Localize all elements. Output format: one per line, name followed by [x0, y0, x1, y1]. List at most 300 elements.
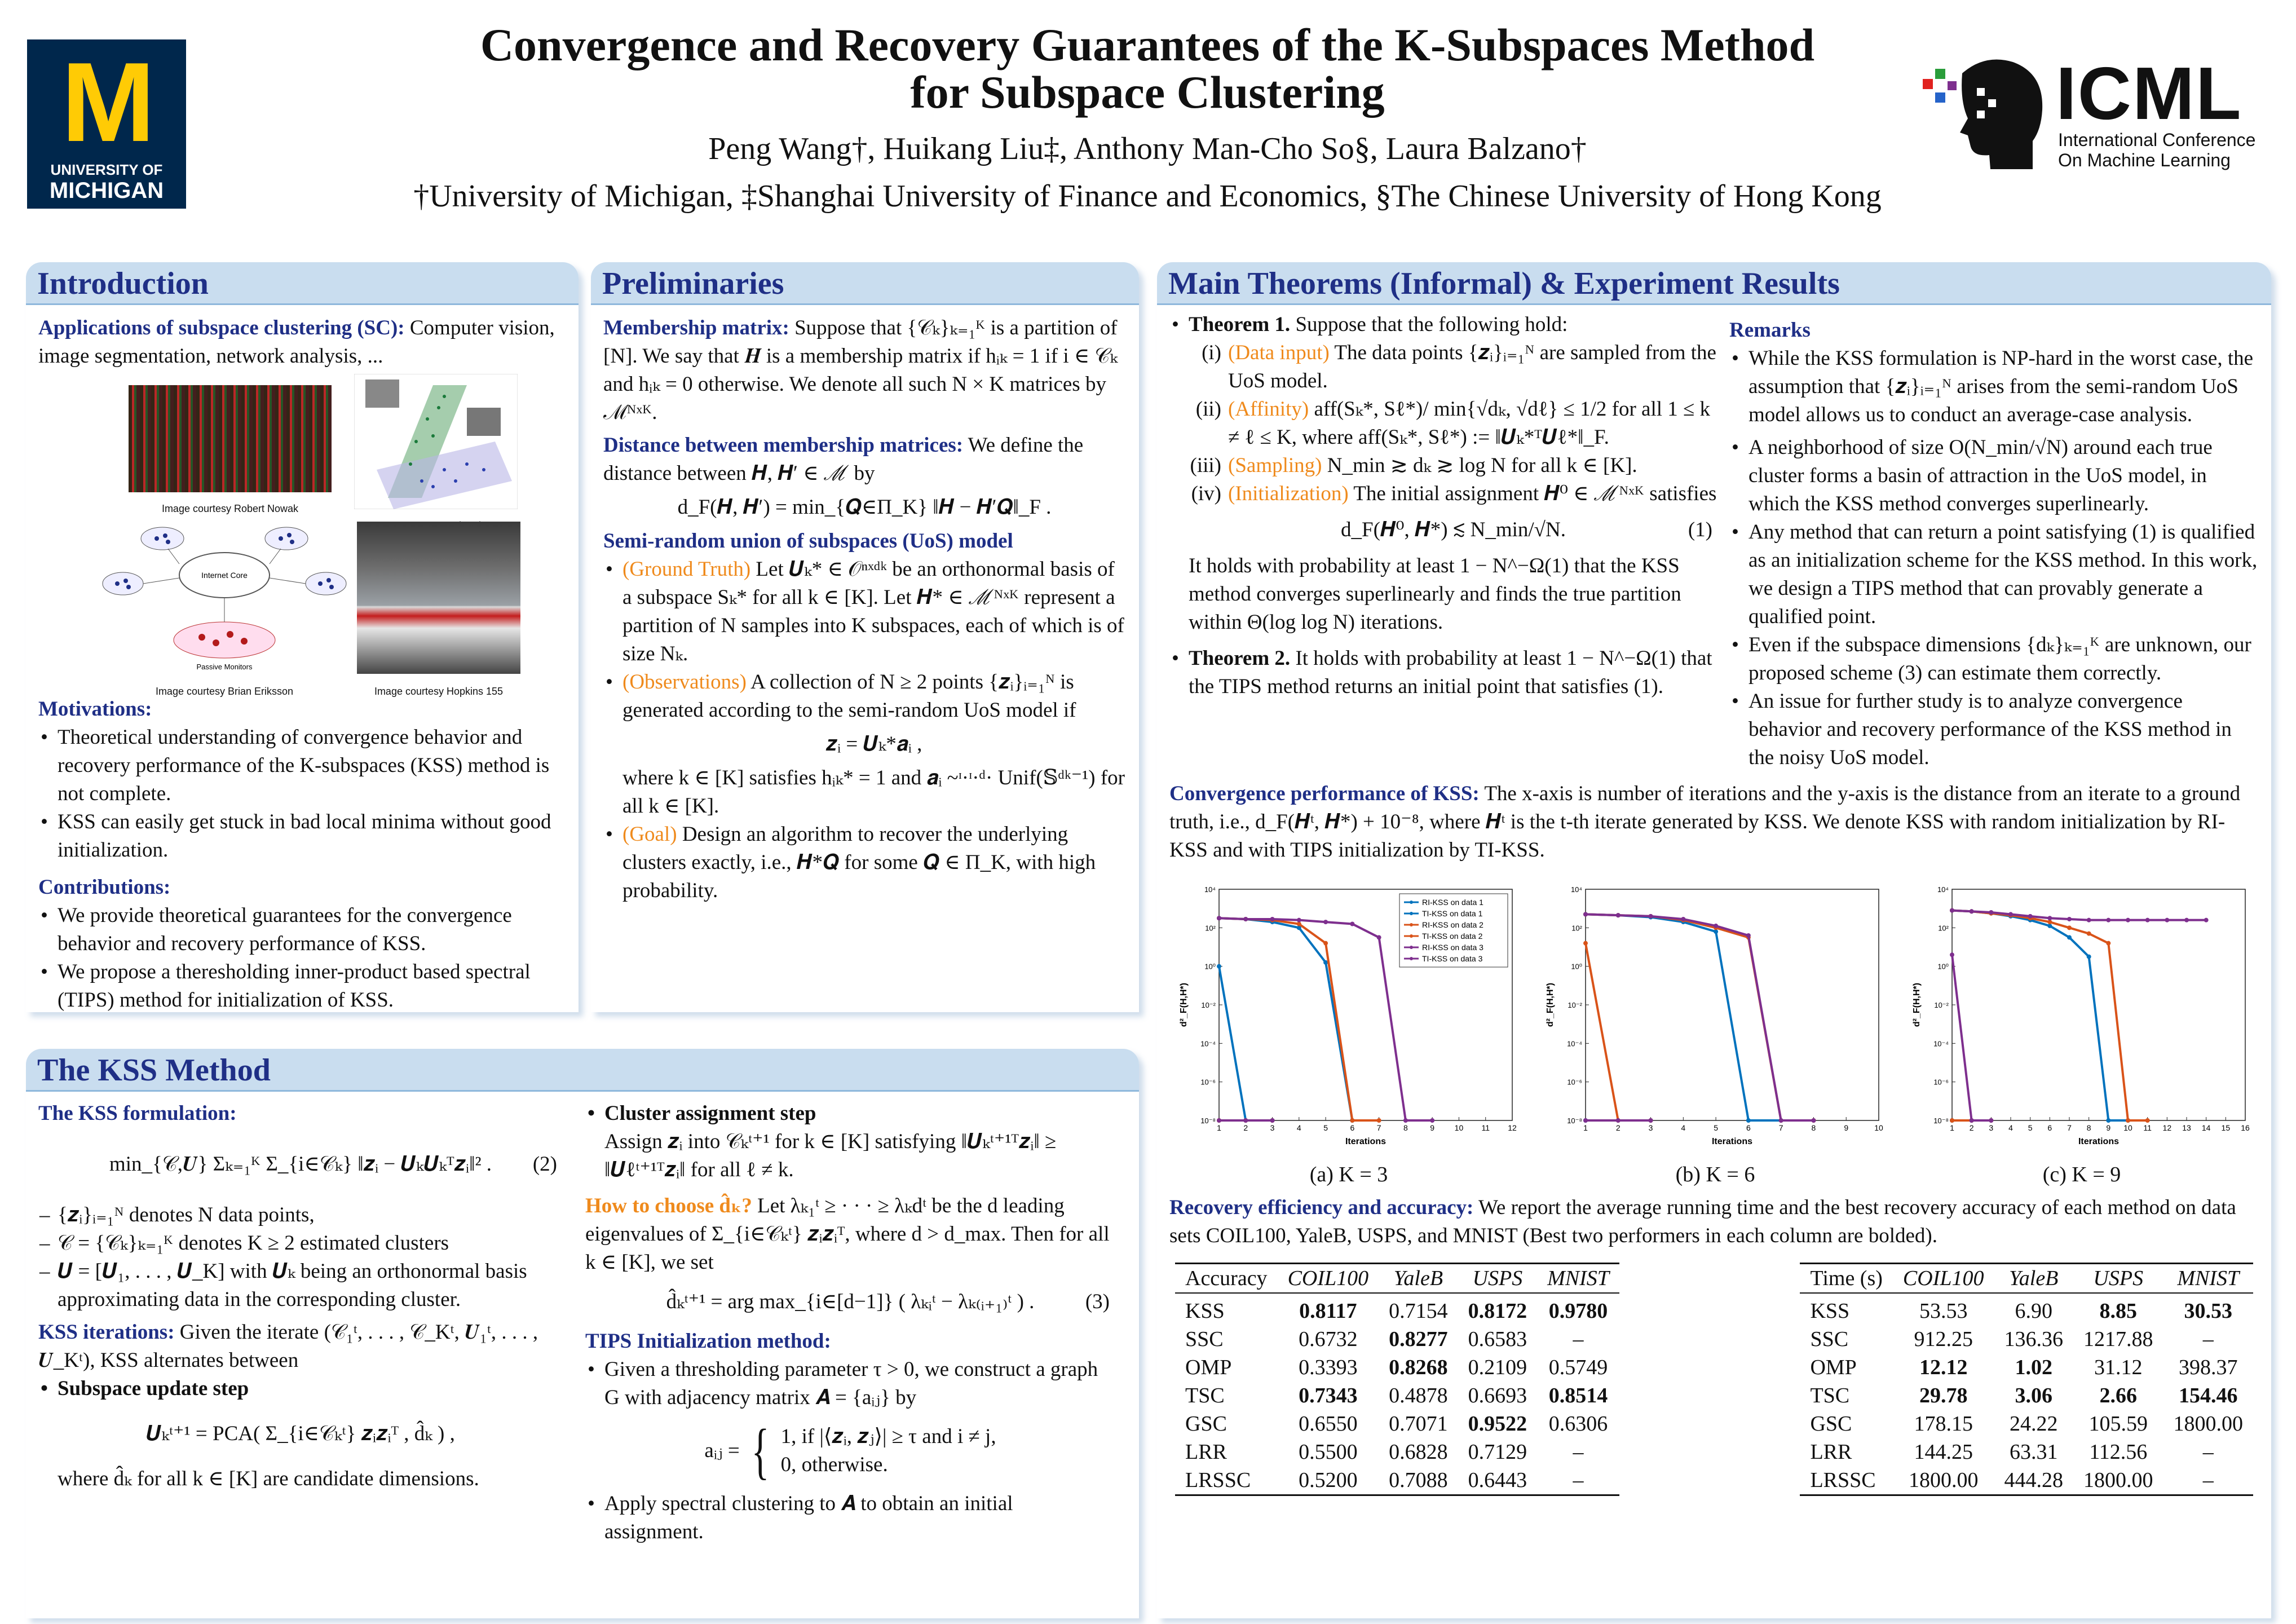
x-tick-label: 16 [2241, 1123, 2250, 1132]
y-tick-label: 10² [1571, 924, 1582, 933]
remarks-column [1725, 311, 2258, 772]
table-cell: 0.6443 [1458, 1466, 1538, 1495]
y-tick-label: 10⁻² [1934, 1001, 1949, 1009]
x-tick-label: 7 [1376, 1123, 1381, 1132]
kss-iterations-paragraph [38, 1318, 563, 1375]
table-row [1175, 1325, 1619, 1353]
x-tick-label: 8 [1403, 1123, 1408, 1132]
convergence-label: Convergence performance of KSS: [1169, 782, 1480, 805]
goal-label: (Goal) [622, 823, 677, 846]
x-tick-label: 8 [2086, 1123, 2091, 1132]
logo-block-m: M [61, 39, 152, 165]
y-tick-label: 10⁻⁴ [1200, 1039, 1216, 1048]
legend-label: TI-KSS on data 3 [1422, 954, 1483, 963]
y-tick-label: 10⁰ [1937, 962, 1949, 971]
data-point [2067, 917, 2072, 921]
table-cell: 1800.00 [2073, 1466, 2163, 1495]
x-tick-label: 15 [2221, 1123, 2231, 1132]
subspace-update-list [38, 1375, 563, 1403]
condition-text: aff(Sₖ*, Sℓ*)/ min{√dₖ, √dℓ} ≤ 1/2 for all 1 ≤ k ≠ ℓ ≤ K, where aff(Sₖ*, Sℓ*) := ‖𝑼ₖ*ᵀ𝑼ℓ*‖_F. [1228, 398, 1711, 449]
table-header-cell: USPS [2073, 1264, 2163, 1294]
list-item: • Even if the subspace dimensions {dₖ}ₖ₌₁ᴷ are unknown, our proposed scheme (3) can estimate them correctly. [1729, 631, 2258, 687]
theorem-1-text: Suppose that the following hold: [1290, 313, 1568, 336]
y-tick-label: 10⁰ [1204, 962, 1216, 971]
membership-matrix-paragraph [603, 314, 1125, 427]
table-row [1800, 1438, 2253, 1466]
condition-label: (Initialization) [1228, 482, 1349, 505]
kss-formulation-heading: The KSS formulation: [38, 1102, 237, 1125]
condition-number: (i) [1202, 341, 1221, 364]
table-cell: 2.66 [2099, 1384, 2137, 1407]
y-tick-label: 10⁻⁶ [1567, 1078, 1582, 1087]
x-tick-label: 14 [2201, 1123, 2211, 1132]
y-tick-label: 10⁴ [1937, 885, 1949, 894]
tips-adjacency-equation [585, 1416, 1115, 1485]
distance-label: Distance between membership matrices: [603, 434, 964, 457]
data-point [1649, 914, 1653, 919]
table-cell: 0.5749 [1548, 1356, 1608, 1379]
data-point [2087, 918, 2091, 923]
convergence-plot-k6 [1540, 878, 1890, 1194]
data-point [1583, 941, 1588, 946]
observations-equation: 𝒛ᵢ = 𝑼ₖ*𝒂ᵢ , [825, 732, 922, 756]
left-brace: { [751, 1416, 770, 1485]
ground-truth-text: Let 𝑼ₖ* ∈ 𝒪ⁿˣᵈᵏ be an orthonormal basis of a subspace Sₖ* for all k ∈ [K]. Let 𝑯* ∈ ℳᴺˣᴷ represent a partition of N samples into K subspaces, each of which is of size Nₖ. [622, 558, 1124, 665]
condition-number: (iv) [1191, 482, 1221, 505]
time-table [1800, 1263, 2253, 1496]
introduction-panel [26, 262, 579, 1012]
table-row [1800, 1382, 2253, 1410]
table-cell: 3.06 [2015, 1384, 2052, 1407]
table-cell: 0.8277 [1389, 1327, 1448, 1351]
list-item: – 𝑼 = [𝑼₁, . . . , 𝑼_K] with 𝑼ₖ being an orthonormal basis approximating data in the corresponding cluster. [38, 1257, 563, 1314]
recovery-label: Recovery efficiency and accuracy: [1169, 1196, 1474, 1219]
table-cell: 0.6693 [1468, 1384, 1527, 1407]
data-point [1270, 1118, 1275, 1123]
contributions-heading: Contributions: [38, 876, 171, 899]
applications-figure [38, 374, 565, 697]
tips-eq-case-1: 1, if |⟨𝒛ᵢ, 𝒛ⱼ⟩| ≥ τ and i ≠ j, [780, 1425, 996, 1448]
data-point [1243, 917, 1248, 921]
x-tick-label: 4 [1296, 1123, 1301, 1132]
plot-frame [1952, 889, 2245, 1120]
icml-subtitle-line-2: On Machine Learning [2058, 150, 2231, 170]
x-axis-label: Iterations [1711, 1137, 1753, 1146]
kss-definitions-list [38, 1201, 563, 1314]
data-point [1746, 1118, 1751, 1123]
data-point [1970, 1118, 1974, 1123]
x-tick-label: 2 [1615, 1123, 1621, 1132]
membership-matrix-text: Suppose that {𝒞ₖ}ₖ₌₁ᴷ is a partition of [N]. We say that 𝑯 is a membership matrix if hᵢₖ = 1 if i ∈ 𝒞ₖ and hᵢₖ = 0 otherwise. We denote all such N × K matrices by ℳᴺˣᴷ. [603, 316, 1118, 424]
table-cell: 444.28 [1994, 1466, 2074, 1495]
y-tick-label: 10⁻⁸ [1200, 1116, 1216, 1125]
theorem-1-conditions [1169, 339, 1718, 637]
y-axis-label: d²_F(H,H*) [1546, 982, 1555, 1027]
x-tick-label: 1 [1217, 1123, 1221, 1132]
y-tick-label: 10⁻² [1201, 1001, 1216, 1009]
y-tick-label: 10⁻² [1568, 1001, 1582, 1009]
table-header-cell: COIL100 [1893, 1264, 1994, 1294]
subspace-scatter-image [354, 374, 518, 509]
image-caption-3: Image courtesy Brian Eriksson [155, 686, 294, 697]
list-item: • An issue for further study is to analyze convergence behavior and recovery performance of the KSS method in the noisy UoS model. [1729, 687, 2258, 772]
title-line-2: for Subspace Clustering [910, 67, 1385, 118]
table-cell: – [2202, 1440, 2214, 1464]
table-cell: – [1573, 1327, 1584, 1351]
table-cell: 0.7343 [1299, 1384, 1358, 1407]
data-point [2106, 1118, 2110, 1123]
list-item: • While the KSS formulation is NP-hard in the worst case, the assumption that {𝒛ᵢ}ᵢ₌₁ᴺ arises from the semi-random UoS model allows us to conduct an average-case analysis. [1729, 345, 2258, 429]
results-tables [1157, 1250, 2271, 1496]
data-point [1746, 933, 1751, 938]
x-tick-label: 3 [1648, 1123, 1653, 1132]
data-point [1243, 1118, 1248, 1123]
kss-formulation-formula: min_{𝒞,𝑼} Σₖ₌₁ᴷ Σ_{i∈𝒞ₖ} ‖𝒛ᵢ − 𝑼ₖ𝑼ₖᵀ𝒛ᵢ‖² . [109, 1153, 492, 1176]
kss-left-column [38, 1100, 574, 1546]
data-point [2047, 916, 2052, 920]
table-cell: 0.6583 [1468, 1327, 1527, 1351]
list-item: • Any method that can return a point satisfying (1) is qualified as an initialization scheme for the KSS method. In this work, we design a TIPS method that can provably generate a qualified point. [1729, 518, 2258, 631]
icml-head-icon [1923, 56, 2052, 180]
table-row [1800, 1325, 2253, 1353]
y-tick-label: 10⁻⁶ [1200, 1078, 1216, 1087]
data-point [1350, 1118, 1354, 1123]
applications-paragraph [38, 314, 565, 370]
data-point [1649, 1118, 1653, 1123]
data-point [1950, 908, 1954, 913]
network-diagram-image [100, 522, 348, 674]
convergence-chart-k3 [1174, 878, 1524, 1154]
table-cell: LRSSC [1800, 1466, 1892, 1495]
main-theorems-panel [1157, 262, 2271, 1618]
x-tick-label: 12 [2162, 1123, 2172, 1132]
legend-label: TI-KSS on data 2 [1422, 932, 1483, 941]
list-item: • KSS can easily get stuck in bad local minima without good initialization. [38, 808, 565, 864]
table-row [1175, 1353, 1619, 1382]
tips-heading: TIPS Initialization method: [585, 1330, 831, 1353]
table-cell: 30.53 [2184, 1299, 2232, 1323]
legend-marker [1410, 923, 1413, 926]
data-point [1616, 913, 1621, 917]
table-cell: 178.15 [1914, 1412, 1973, 1436]
data-point [1583, 1118, 1588, 1123]
data-point [1811, 1118, 1816, 1123]
icml-logo [1923, 52, 2261, 180]
initialization-condition-formula: d_F(𝑯⁰, 𝑯*) ≲ N_min/√N. [1341, 518, 1566, 541]
y-axis-label: d²_F(H,H*) [1912, 982, 1922, 1027]
theorem-2-list [1169, 645, 1718, 701]
kss-iterations-label: KSS iterations: [38, 1321, 175, 1344]
theorems-column [1169, 311, 1725, 772]
table-cell: 0.7129 [1468, 1440, 1527, 1464]
table-cell: 1217.88 [2083, 1327, 2153, 1351]
data-point [1714, 924, 1718, 928]
condition-text: The initial assignment 𝑯⁰ ∈ ℳᴺˣᴷ satisfies [1348, 482, 1717, 505]
data-point [1970, 909, 1974, 914]
motivations-list [38, 723, 565, 864]
table-cell: 0.8514 [1548, 1384, 1608, 1407]
table-cell: 31.12 [2094, 1356, 2143, 1379]
remarks-list [1729, 345, 2258, 772]
distance-text: We define the distance between 𝑯, 𝑯′ ∈ ℳ by [603, 434, 1084, 485]
table-header-cell: YaleB [1994, 1264, 2074, 1294]
y-axis-label: d²_F(H,H*) [1179, 982, 1189, 1027]
x-tick-label: 9 [2106, 1123, 2111, 1132]
table-cell: 154.46 [2179, 1384, 2238, 1407]
kss-iterations-text: Given the iterate (𝒞₁ᵗ, . . . , 𝒞_Kᵗ, 𝑼₁ᵗ, . . . , 𝑼_Kᵗ), KSS alternates between [38, 1321, 538, 1372]
table-cell: 112.56 [2089, 1440, 2148, 1464]
data-point [1323, 920, 1328, 924]
applications-label: Applications of subspace clustering (SC): [38, 316, 405, 339]
distance-paragraph [603, 431, 1125, 488]
x-tick-label: 10 [1454, 1123, 1464, 1132]
legend-label: RI-KSS on data 3 [1422, 943, 1483, 952]
table-cell: 0.8172 [1468, 1299, 1527, 1323]
theorem-1 [1169, 311, 1718, 339]
table-cell: 136.36 [2004, 1327, 2063, 1351]
kss-method-heading: The KSS Method [26, 1049, 1139, 1092]
x-tick-label: 9 [1844, 1123, 1849, 1132]
data-point [2047, 924, 2052, 928]
remarks-heading: Remarks [1729, 319, 1811, 342]
table-header-cell: MNIST [2163, 1264, 2254, 1294]
table-cell: 0.6550 [1299, 1412, 1358, 1436]
x-tick-label: 7 [1778, 1123, 1783, 1132]
poster-header [0, 0, 2296, 248]
equation-number: (3) [1085, 1290, 1110, 1313]
cluster-assignment-heading: • Cluster assignment step [585, 1100, 1115, 1128]
data-point [2126, 918, 2130, 923]
legend-marker [1410, 957, 1413, 960]
legend-label: RI-KSS on data 1 [1422, 898, 1483, 907]
data-point [2204, 918, 2209, 923]
data-point [2067, 935, 2072, 939]
table-cell: 0.8268 [1389, 1356, 1448, 1379]
tips-eq-case-2: 0, otherwise. [780, 1453, 888, 1476]
choose-dimension-label: How to choose d̂ₖ? [585, 1194, 752, 1217]
table-cell: KSS [1810, 1299, 1850, 1323]
kss-right-column [574, 1100, 1115, 1546]
x-tick-label: 6 [1350, 1123, 1355, 1132]
convergence-chart-k6 [1540, 878, 1890, 1154]
theorem-2-text: It holds with probability at least 1 − N^−Ω(1) that the TIPS method returns an initial point that satisfies (1). [1189, 647, 1712, 698]
motivations-heading: Motivations: [38, 698, 152, 721]
table-header-cell: COIL100 [1278, 1264, 1379, 1294]
convergence-plot-k3 [1174, 878, 1524, 1194]
icml-subtitle [2058, 130, 2255, 170]
x-tick-label: 6 [1746, 1123, 1751, 1132]
list-item: • Apply spectral clustering to 𝑨 to obtain an initial assignment. [585, 1490, 1115, 1546]
icml-wordmark: ICML [2056, 52, 2242, 135]
subspace-update-text: where d̂ₖ for all k ∈ [K] are candidate dimensions. [58, 1467, 479, 1490]
table-cell: LRR [1810, 1440, 1852, 1464]
data-point [1714, 929, 1718, 934]
subspace-update-heading: • Subspace update step [38, 1375, 563, 1403]
table-cell: 0.7154 [1389, 1299, 1448, 1323]
logo-line-1: UNIVERSITY OF [50, 161, 163, 178]
convergence-paragraph [1157, 772, 2271, 864]
data-point [2047, 920, 2052, 924]
uos-model-heading: Semi-random union of subspaces (UoS) model [603, 529, 1013, 553]
table-row [1175, 1466, 1619, 1495]
y-tick-label: 10⁻⁴ [1567, 1039, 1582, 1048]
legend-marker [1410, 901, 1413, 904]
observations-text-2: where k ∈ [K] satisfies hᵢₖ* = 1 and 𝒂ᵢ ~ᶦ·ᶦ·ᵈ· Unif(𝕊ᵈᵏ⁻¹) for all k ∈ [K]. [622, 766, 1125, 818]
condition-text: N_min ≳ dₖ ≳ log N for all k ∈ [K]. [1322, 454, 1637, 477]
x-tick-label: 3 [1989, 1123, 1994, 1132]
table-cell: KSS [1185, 1299, 1225, 1323]
y-tick-label: 10⁻⁶ [1933, 1078, 1949, 1087]
data-point [1297, 922, 1301, 926]
membership-matrix-label: Membership matrix: [603, 316, 789, 339]
data-point [2008, 912, 2013, 916]
cluster-assignment-text: Assign 𝒛ᵢ into 𝒞ₖᵗ⁺¹ for k ∈ [K] satisfying ‖𝑼ₖᵗ⁺¹ᵀ𝒛ᵢ‖ ≥ ‖𝑼ℓᵗ⁺¹ᵀ𝒛ᵢ‖ for all ℓ ≠ k. [604, 1130, 1057, 1181]
choose-dimension-text: Let λₖ₁ᵗ ≥ · · · ≥ λₖdᵗ be the d leading eigenvalues of Σ_{i∈𝒞ₖᵗ} 𝒛ᵢ𝒛ᵢᵀ, where d > d_max. Then for all k ∈ [K], we set [585, 1194, 1110, 1274]
data-point [1217, 916, 1221, 920]
table-header-cell: MNIST [1537, 1264, 1619, 1294]
table-cell: 0.7088 [1379, 1466, 1458, 1495]
table-cell: LRR [1185, 1440, 1227, 1464]
table-row [1800, 1410, 2253, 1438]
data-point [1403, 1118, 1408, 1123]
list-item: • A neighborhood of size O(N_min/√N) around each true cluster forms a basin of attraction in the UoS model, in which the KSS method converges superlinearly. [1729, 434, 2258, 518]
x-tick-label: 10 [1874, 1123, 1883, 1132]
data-point [1217, 1118, 1221, 1123]
table-cell: 0.6828 [1389, 1440, 1448, 1464]
y-tick-label: 10² [1205, 924, 1216, 933]
table-cell: 6.90 [2015, 1299, 2052, 1323]
cluster-assignment-list [585, 1100, 1115, 1128]
uos-model-list [603, 555, 1125, 905]
y-tick-label: 10⁻⁸ [1567, 1116, 1582, 1125]
condition-item [1189, 480, 1718, 508]
choose-dimension-paragraph [585, 1192, 1115, 1277]
x-tick-label: 6 [2047, 1123, 2052, 1132]
condition-label: (Affinity) [1228, 398, 1309, 421]
x-tick-label: 4 [2008, 1123, 2013, 1132]
condition-item [1189, 395, 1718, 452]
data-point [1270, 917, 1275, 921]
plot-caption: (c) K = 9 [2042, 1162, 2121, 1186]
table-cell: 0.6306 [1548, 1412, 1608, 1436]
convergence-chart-k9 [1907, 878, 2257, 1154]
accuracy-table [1175, 1263, 1619, 1496]
table-cell: 1.02 [2015, 1356, 2052, 1379]
table-cell: 63.31 [2010, 1440, 2058, 1464]
table-cell: 0.5500 [1299, 1440, 1358, 1464]
data-point [2165, 918, 2169, 923]
poster-title [293, 21, 2002, 116]
x-tick-label: 12 [1508, 1123, 1517, 1132]
condition-text: The data points {𝒛ᵢ}ᵢ₌₁ᴺ are sampled from the UoS model. [1228, 341, 1716, 392]
table-cell: 0.5200 [1278, 1466, 1379, 1495]
observations-label: (Observations) [622, 670, 747, 694]
list-item [603, 820, 1125, 905]
data-point [1323, 941, 1328, 946]
data-point [2067, 925, 2072, 930]
data-point [1377, 1118, 1381, 1123]
data-point [1350, 922, 1354, 926]
table-cell: 0.8117 [1299, 1299, 1357, 1323]
plot-frame [1586, 889, 1879, 1120]
list-item [603, 668, 1125, 820]
data-point [1377, 935, 1381, 939]
table-cell: LRSSC [1175, 1466, 1278, 1495]
list-item: • We propose a theresholding inner-product based spectral (TIPS) method for initialization of KSS. [38, 958, 565, 1014]
data-point [2087, 955, 2091, 959]
table-cell: SSC [1810, 1327, 1849, 1351]
university-of-michigan-logo [27, 39, 186, 209]
condition-number: (iii) [1190, 454, 1221, 477]
data-point [1616, 1118, 1621, 1123]
theorem-1-conclusion: It holds with probability at least 1 − N^−Ω(1) that the KSS method converges superlinearly and finds the true partition within Θ(log log N) iterations. [1189, 554, 1681, 634]
theorem-1-list [1169, 311, 1718, 339]
x-tick-label: 10 [2123, 1123, 2132, 1132]
x-tick-label: 5 [2028, 1123, 2033, 1132]
table-cell: 912.25 [1914, 1327, 1973, 1351]
data-point [2106, 941, 2110, 946]
kss-formulation-equation [38, 1150, 563, 1179]
list-item [603, 555, 1125, 668]
table-row [1175, 1410, 1619, 1438]
goal-text: Design an algorithm to recover the underlying clusters exactly, i.e., 𝑯*𝑸 for some 𝑸 ∈ Π_K, with high probability. [622, 823, 1096, 902]
tips-list [585, 1356, 1115, 1412]
theorem-2 [1169, 645, 1718, 701]
table-cell: 105.59 [2089, 1412, 2148, 1436]
applications-text: Computer vision, image segmentation, network analysis, ... [38, 316, 555, 368]
data-point [2106, 918, 2110, 923]
table-header-cell: USPS [1458, 1264, 1538, 1294]
table-cell: 0.2109 [1468, 1356, 1527, 1379]
table-row [1175, 1293, 1619, 1325]
plot-caption: (a) K = 3 [1309, 1162, 1388, 1186]
preliminaries-panel [591, 262, 1139, 1012]
list-item: – {𝒛ᵢ}ᵢ₌₁ᴺ denotes N data points, [38, 1201, 563, 1229]
data-point [1583, 912, 1588, 916]
introduction-heading: Introduction [26, 262, 579, 305]
table-cell: 24.22 [2010, 1412, 2058, 1436]
svg-text:Passive Monitors: Passive Monitors [196, 663, 253, 671]
tips-eq-lhs: aᵢⱼ = [704, 1439, 740, 1462]
x-tick-label: 5 [1714, 1123, 1719, 1132]
list-item: • Given a thresholding parameter τ > 0, we construct a graph G with adjacency matrix 𝑨 = {aᵢⱼ} by [585, 1356, 1115, 1412]
table-row [1175, 1438, 1619, 1466]
x-axis-label: Iterations [2078, 1137, 2120, 1146]
table-cell: 398.37 [2179, 1356, 2238, 1379]
table-row [1175, 1382, 1619, 1410]
table-cell: – [1573, 1440, 1584, 1464]
preliminaries-heading: Preliminaries [591, 262, 1139, 305]
table-cell: GSC [1810, 1412, 1852, 1436]
x-tick-label: 13 [2182, 1123, 2191, 1132]
table-cell: 0.9522 [1468, 1412, 1527, 1436]
recovery-paragraph [1157, 1194, 2271, 1250]
table-cell: 8.85 [2099, 1299, 2137, 1323]
kss-method-panel [26, 1049, 1139, 1618]
convergence-plots [1157, 878, 2271, 1194]
y-tick-label: 10⁴ [1204, 885, 1216, 894]
x-tick-label: 11 [1481, 1123, 1490, 1132]
subspace-update-equation: 𝑼ₖᵗ⁺¹ = PCA( Σ_{i∈𝒞ₖᵗ} 𝒛ᵢ𝒛ᵢᵀ , d̂ₖ ) , [146, 1422, 455, 1445]
author-list: Peng Wang†, Huikang Liu‡, Anthony Man-Cho So§, Laura Balzano† [708, 131, 1587, 166]
condition-item [1189, 339, 1718, 395]
legend-label: RI-KSS on data 2 [1422, 920, 1483, 929]
y-tick-label: 10² [1938, 924, 1949, 933]
x-tick-label: 3 [1270, 1123, 1275, 1132]
theorem-2-label: Theorem 2. [1189, 647, 1291, 670]
table-cell: 0.3393 [1299, 1356, 1358, 1379]
data-point [1989, 910, 1993, 915]
